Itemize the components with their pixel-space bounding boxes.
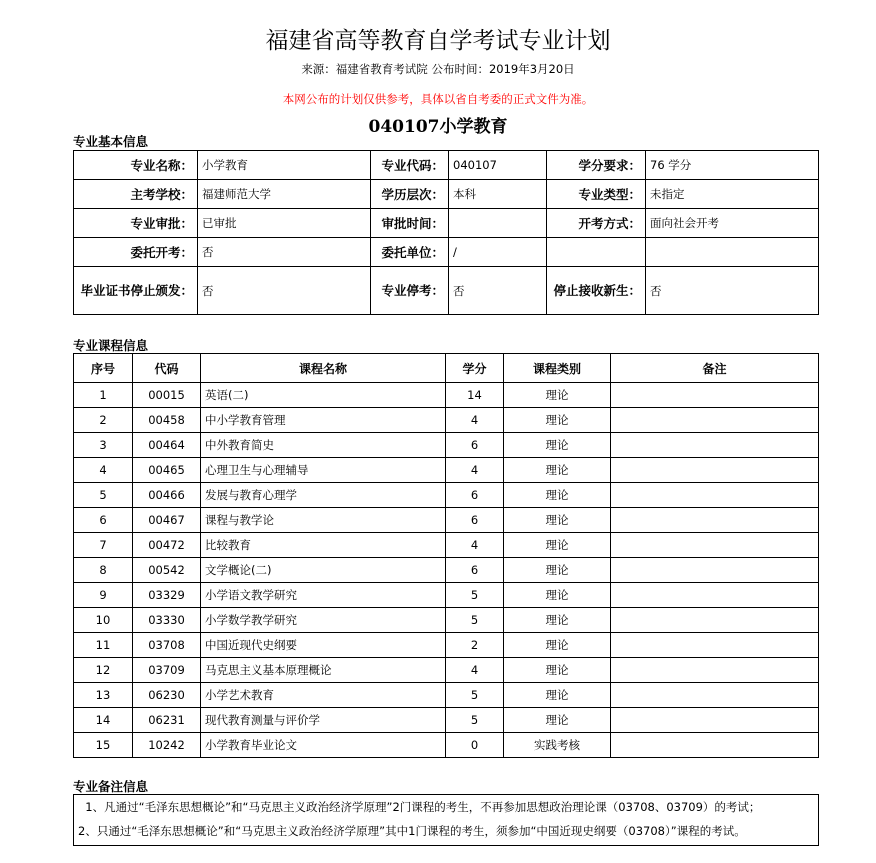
table-row bbox=[74, 633, 819, 658]
course-name: 小学教育毕业论文 bbox=[201, 733, 446, 758]
course-code: 03709 bbox=[133, 658, 201, 683]
course-code: 00458 bbox=[133, 408, 201, 433]
course-code: 00466 bbox=[133, 483, 201, 508]
field-value: 否 bbox=[198, 238, 371, 267]
field-value: 否 bbox=[198, 267, 371, 315]
field-value bbox=[646, 238, 819, 267]
table-row bbox=[74, 458, 819, 483]
course-note bbox=[611, 433, 819, 458]
course-index: 8 bbox=[74, 558, 133, 583]
course-credits: 2 bbox=[446, 633, 504, 658]
course-index: 14 bbox=[74, 708, 133, 733]
course-credits: 4 bbox=[446, 458, 504, 483]
course-credits: 4 bbox=[446, 658, 504, 683]
course-code: 03330 bbox=[133, 608, 201, 633]
course-note bbox=[611, 408, 819, 433]
course-type: 理论 bbox=[504, 608, 611, 633]
course-name: 中外教育简史 bbox=[201, 433, 446, 458]
table-row bbox=[74, 658, 819, 683]
course-name: 小学数学教学研究 bbox=[201, 608, 446, 633]
column-header: 代码 bbox=[133, 354, 201, 383]
table-row bbox=[74, 508, 819, 533]
field-value: 76 学分 bbox=[646, 151, 819, 180]
course-index: 1 bbox=[74, 383, 133, 408]
course-type: 理论 bbox=[504, 558, 611, 583]
course-code: 06230 bbox=[133, 683, 201, 708]
field-label bbox=[547, 238, 646, 267]
course-index: 10 bbox=[74, 608, 133, 633]
course-code: 03708 bbox=[133, 633, 201, 658]
course-note bbox=[611, 558, 819, 583]
course-credits: 5 bbox=[446, 708, 504, 733]
field-value: 未指定 bbox=[646, 180, 819, 209]
course-name: 中国近现代史纲要 bbox=[201, 633, 446, 658]
course-type: 理论 bbox=[504, 508, 611, 533]
field-value: 已审批 bbox=[198, 209, 371, 238]
field-label: 学分要求： bbox=[547, 151, 646, 180]
table-row bbox=[74, 433, 819, 458]
course-index: 2 bbox=[74, 408, 133, 433]
course-name: 英语(二) bbox=[201, 383, 446, 408]
field-value: 040107 bbox=[449, 151, 547, 180]
table-row bbox=[74, 708, 819, 733]
basic-info-row bbox=[74, 151, 819, 180]
basic-info-row bbox=[74, 180, 819, 209]
course-note bbox=[611, 533, 819, 558]
course-type: 理论 bbox=[504, 458, 611, 483]
course-type: 理论 bbox=[504, 433, 611, 458]
courses-table bbox=[73, 353, 819, 758]
field-value: 小学教育 bbox=[198, 151, 371, 180]
course-credits: 5 bbox=[446, 583, 504, 608]
course-note bbox=[611, 583, 819, 608]
course-code: 00542 bbox=[133, 558, 201, 583]
course-note bbox=[611, 683, 819, 708]
section-basic-title: 专业基本信息 bbox=[73, 134, 149, 149]
course-name: 小学艺术教育 bbox=[201, 683, 446, 708]
major-title: 040107小学教育 bbox=[368, 117, 508, 137]
course-note bbox=[611, 458, 819, 483]
course-type: 理论 bbox=[504, 383, 611, 408]
table-row bbox=[74, 558, 819, 583]
course-note bbox=[611, 483, 819, 508]
course-credits: 4 bbox=[446, 408, 504, 433]
course-note bbox=[611, 633, 819, 658]
course-type: 理论 bbox=[504, 533, 611, 558]
course-index: 4 bbox=[74, 458, 133, 483]
section-remarks-title: 专业备注信息 bbox=[73, 779, 149, 794]
course-index: 12 bbox=[74, 658, 133, 683]
basic-info-table bbox=[73, 150, 819, 315]
section-courses-title: 专业课程信息 bbox=[73, 338, 149, 353]
table-row bbox=[74, 483, 819, 508]
field-value: / bbox=[449, 238, 547, 267]
course-note bbox=[611, 508, 819, 533]
course-type: 实践考核 bbox=[504, 733, 611, 758]
course-credits: 6 bbox=[446, 433, 504, 458]
remark-line: 1、凡通过“毛泽东思想概论”和“马克思主义政治经济学原理”2门课程的考生，不再参加思想政治理论课（03708、03709）的考试； bbox=[78, 800, 761, 814]
field-value: 本科 bbox=[449, 180, 547, 209]
basic-info-row bbox=[74, 238, 819, 267]
course-code: 00015 bbox=[133, 383, 201, 408]
field-label: 专业类型： bbox=[547, 180, 646, 209]
course-note bbox=[611, 383, 819, 408]
course-index: 11 bbox=[74, 633, 133, 658]
course-type: 理论 bbox=[504, 708, 611, 733]
course-credits: 5 bbox=[446, 608, 504, 633]
field-value: 面向社会开考 bbox=[646, 209, 819, 238]
course-code: 00465 bbox=[133, 458, 201, 483]
table-row bbox=[74, 683, 819, 708]
field-value bbox=[449, 209, 547, 238]
field-value: 否 bbox=[646, 267, 819, 315]
course-name: 马克思主义基本原理概论 bbox=[201, 658, 446, 683]
course-index: 9 bbox=[74, 583, 133, 608]
course-credits: 6 bbox=[446, 508, 504, 533]
notice: 本网公布的计划仅供参考，具体以省自考委的正式文件为准。 bbox=[282, 92, 594, 106]
field-label: 专业代码： bbox=[371, 151, 449, 180]
course-type: 理论 bbox=[504, 658, 611, 683]
remarks-box bbox=[73, 794, 819, 846]
field-label: 委托开考： bbox=[74, 238, 198, 267]
column-header: 课程类别 bbox=[504, 354, 611, 383]
course-credits: 14 bbox=[446, 383, 504, 408]
field-label: 毕业证书停止颁发： bbox=[74, 267, 198, 315]
basic-info-row bbox=[74, 267, 819, 315]
field-label: 审批时间： bbox=[371, 209, 449, 238]
course-index: 7 bbox=[74, 533, 133, 558]
course-note bbox=[611, 708, 819, 733]
course-code: 03329 bbox=[133, 583, 201, 608]
source-line: 来源：福建省教育考试院 公布时间：2019年3月20日 bbox=[301, 62, 575, 76]
course-index: 6 bbox=[74, 508, 133, 533]
course-code: 00472 bbox=[133, 533, 201, 558]
table-row bbox=[74, 408, 819, 433]
table-row bbox=[74, 733, 819, 758]
field-label: 专业名称： bbox=[74, 151, 198, 180]
course-credits: 6 bbox=[446, 558, 504, 583]
course-credits: 4 bbox=[446, 533, 504, 558]
course-index: 15 bbox=[74, 733, 133, 758]
table-row bbox=[74, 583, 819, 608]
column-header: 备注 bbox=[611, 354, 819, 383]
course-code: 00467 bbox=[133, 508, 201, 533]
course-type: 理论 bbox=[504, 483, 611, 508]
course-note bbox=[611, 608, 819, 633]
course-code: 06231 bbox=[133, 708, 201, 733]
course-credits: 0 bbox=[446, 733, 504, 758]
course-type: 理论 bbox=[504, 633, 611, 658]
course-index: 13 bbox=[74, 683, 133, 708]
course-type: 理论 bbox=[504, 683, 611, 708]
course-credits: 6 bbox=[446, 483, 504, 508]
field-value: 福建师范大学 bbox=[198, 180, 371, 209]
course-name: 比较教育 bbox=[201, 533, 446, 558]
field-label: 专业停考： bbox=[371, 267, 449, 315]
course-name: 现代教育测量与评价学 bbox=[201, 708, 446, 733]
field-label: 停止接收新生： bbox=[547, 267, 646, 315]
remark-line: 2、只通过“毛泽东思想概论”和“马克思主义政治经济学原理”其中1门课程的考生，须参加“中国近现史纲要（03708）”课程的考试。 bbox=[78, 824, 746, 838]
table-row bbox=[74, 608, 819, 633]
field-label: 委托单位： bbox=[371, 238, 449, 267]
course-code: 10242 bbox=[133, 733, 201, 758]
course-index: 3 bbox=[74, 433, 133, 458]
course-code: 00464 bbox=[133, 433, 201, 458]
course-note bbox=[611, 658, 819, 683]
column-header: 课程名称 bbox=[201, 354, 446, 383]
course-type: 理论 bbox=[504, 583, 611, 608]
course-type: 理论 bbox=[504, 408, 611, 433]
course-note bbox=[611, 733, 819, 758]
course-index: 5 bbox=[74, 483, 133, 508]
course-name: 小学语文教学研究 bbox=[201, 583, 446, 608]
table-row bbox=[74, 383, 819, 408]
course-name: 心理卫生与心理辅导 bbox=[201, 458, 446, 483]
table-row bbox=[74, 533, 819, 558]
course-credits: 5 bbox=[446, 683, 504, 708]
page-title: 福建省高等教育自学考试专业计划 bbox=[265, 28, 611, 54]
course-name: 发展与教育心理学 bbox=[201, 483, 446, 508]
column-header: 序号 bbox=[74, 354, 133, 383]
course-name: 课程与教学论 bbox=[201, 508, 446, 533]
column-header: 学分 bbox=[446, 354, 504, 383]
field-label: 专业审批： bbox=[74, 209, 198, 238]
field-value: 否 bbox=[449, 267, 547, 315]
course-name: 文学概论(二) bbox=[201, 558, 446, 583]
field-label: 学历层次： bbox=[371, 180, 449, 209]
basic-info-row bbox=[74, 209, 819, 238]
course-name: 中小学教育管理 bbox=[201, 408, 446, 433]
field-label: 开考方式： bbox=[547, 209, 646, 238]
field-label: 主考学校： bbox=[74, 180, 198, 209]
